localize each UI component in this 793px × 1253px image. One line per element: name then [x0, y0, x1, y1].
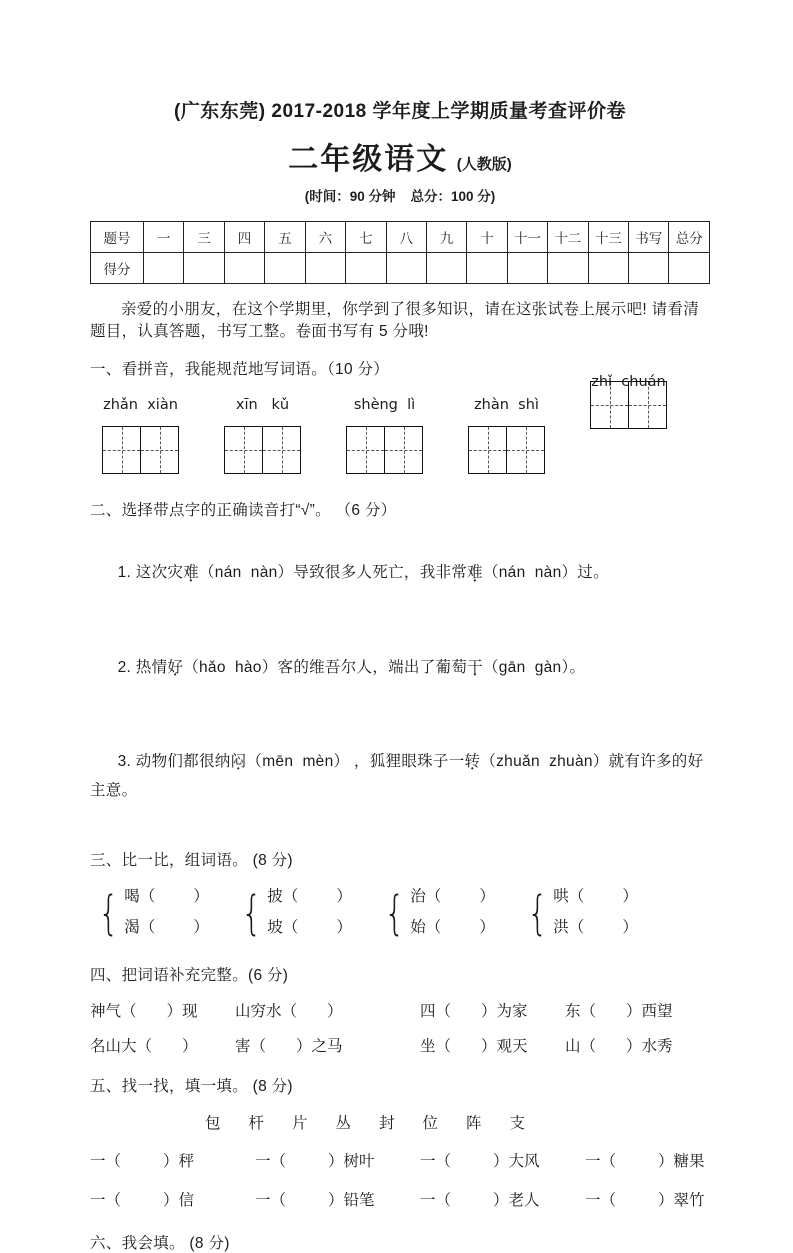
post-text: 为家: [496, 1002, 528, 1020]
measure-word-item: [90, 1188, 255, 1210]
pre-text: 山穷水: [235, 1002, 282, 1020]
pre-text: 名山大: [90, 1037, 137, 1055]
pre-text: 一: [420, 1152, 436, 1170]
pinyin-word-group: [102, 397, 179, 481]
post-text: 信: [178, 1191, 195, 1209]
writing-box: [468, 426, 545, 474]
close-paren: ）: [493, 1152, 509, 1170]
writing-cell: [140, 427, 178, 473]
close-paren: ）: [626, 1037, 642, 1055]
question-number-cell: 十: [467, 222, 507, 253]
close-paren: ）: [328, 1191, 344, 1209]
measure-word-item: [255, 1188, 420, 1210]
page-title: (广东东莞) 2017-2018 学年度上学期质量考查评价卷: [173, 101, 627, 122]
character: 始: [410, 918, 426, 936]
score-cell: [346, 253, 386, 284]
pair-line: [124, 913, 209, 943]
open-paren: （: [435, 1191, 452, 1209]
open-paren: （: [568, 888, 585, 906]
section5-heading: 五、找一找，填一填。 (8 分): [90, 1077, 293, 1095]
pre-text: 害: [235, 1037, 251, 1055]
score-table-score-row: [91, 253, 710, 284]
score-cell: [305, 253, 345, 284]
close-paren: ）: [626, 1002, 642, 1020]
pre-text: 神气: [90, 1002, 122, 1020]
open-paren: （: [282, 918, 299, 936]
character: 披: [267, 888, 283, 906]
post-text: 秤: [178, 1152, 195, 1170]
open-paren: （: [136, 1037, 153, 1055]
score-table-header-row: [91, 222, 710, 253]
pre-text: 一: [255, 1152, 271, 1170]
pre-text: 东: [565, 1002, 581, 1020]
open-paren: （: [139, 888, 156, 906]
character: 坡: [267, 918, 283, 936]
pre-text: 一: [420, 1191, 436, 1209]
question-number-cell: 十一: [507, 222, 547, 253]
close-paren: ）: [493, 1191, 509, 1209]
measure-word-item: [420, 1149, 585, 1171]
pre-text: 一: [255, 1191, 271, 1209]
dotted-character: 闷: [230, 753, 247, 770]
writing-cell: [506, 427, 544, 473]
measure-word-item: [420, 1188, 585, 1210]
close-paren: ）: [658, 1191, 674, 1209]
post-text: 观天: [496, 1037, 528, 1055]
writing-cell: [225, 427, 262, 473]
pair-line: [267, 882, 352, 912]
question-number-cell: 书写: [629, 222, 669, 253]
character: 喝: [124, 888, 140, 906]
subject-title: 二年级语文: [288, 143, 449, 176]
section3-heading: 三、比一比，组词语。 (8 分): [90, 852, 293, 870]
score-cell: [144, 253, 184, 284]
question-number-cell: 十三: [588, 222, 628, 253]
item-text: 3. 动物们都很纳: [117, 753, 231, 770]
open-paren: （: [600, 1191, 617, 1209]
brace-glyph: {: [384, 885, 405, 940]
brace-glyph: {: [527, 885, 548, 940]
writing-cell: [262, 427, 300, 473]
brace-glyph: {: [241, 885, 262, 940]
idiom-fill-item: [420, 1034, 565, 1056]
character: 渴: [124, 918, 140, 936]
question-number-label: 题号: [91, 222, 144, 253]
dotted-character: 干: [467, 658, 483, 676]
open-paren: （: [568, 918, 585, 936]
writing-box: [102, 426, 179, 474]
question-number-cell: 六: [305, 222, 345, 253]
pronunciation-item: [90, 529, 710, 617]
pre-text: 一: [90, 1152, 106, 1170]
item-text: 1. 这次灾: [117, 564, 184, 582]
post-text: 西望: [641, 1002, 673, 1020]
word-bank-item: 阵: [466, 1114, 482, 1132]
open-paren: （: [580, 1002, 597, 1020]
open-paren: （: [435, 1002, 452, 1020]
word-bank-item: 位: [422, 1114, 439, 1132]
question-number-cell: 五: [265, 222, 305, 253]
word-pair-group: [523, 882, 666, 942]
word-bank-item: 片: [291, 1114, 308, 1132]
writing-cell: [469, 427, 506, 473]
open-paren: （: [600, 1152, 617, 1170]
pinyin-label: xīn kǔ: [235, 396, 290, 413]
pinyin-word-group: [224, 397, 301, 481]
pair-line: [410, 913, 495, 943]
section2-heading: 二、选择带点字的正确读音打“√”。 （6 分）: [90, 501, 397, 519]
word-bank: [90, 1111, 710, 1133]
question-number-cell: 一: [144, 222, 184, 253]
score-cell: [386, 253, 426, 284]
score-cell: [426, 253, 466, 284]
item-text: 2. 热情: [117, 658, 168, 676]
pair-column: [267, 882, 352, 942]
pre-text: 一: [585, 1152, 601, 1170]
open-paren: （: [121, 1002, 137, 1020]
character: 哄: [553, 888, 569, 906]
edition-label: (人教版): [456, 156, 512, 173]
word-pair-group: [380, 882, 523, 942]
post-text: 现: [182, 1002, 198, 1020]
pinyin-writing-row: [102, 373, 710, 481]
item-text: （nán nàn）过。: [482, 564, 609, 582]
item-text: （hǎo hào）客的维吾尔人，端出了葡萄: [183, 658, 468, 676]
open-paren: （: [435, 1037, 452, 1055]
score-table: [90, 221, 710, 284]
score-cell: [467, 253, 507, 284]
pinyin-word-group: [468, 397, 545, 481]
dotted-character: 难: [467, 564, 483, 582]
dotted-character: 好: [167, 658, 184, 676]
pair-line: [553, 913, 638, 943]
pair-line: [553, 882, 638, 912]
close-paren: ）: [327, 1002, 343, 1020]
close-paren: ）: [182, 1037, 198, 1055]
word-pair-row: [90, 882, 710, 942]
post-text: 之马: [311, 1037, 343, 1055]
close-paren: ）: [193, 918, 209, 936]
writing-cell: [347, 427, 384, 473]
open-paren: （: [281, 1002, 298, 1020]
question-number-cell: 七: [346, 222, 386, 253]
writing-cell: [103, 427, 140, 473]
close-paren: ）: [481, 1037, 497, 1055]
score-cell: [669, 253, 710, 284]
measure-word-item: [585, 1149, 710, 1171]
score-cell: [588, 253, 628, 284]
dotted-character: 转: [464, 753, 481, 770]
close-paren: ）: [622, 888, 638, 906]
measure-word-item: [255, 1149, 420, 1171]
score-cell: [507, 253, 547, 284]
close-paren: ）: [336, 888, 352, 906]
pre-text: 山: [565, 1037, 581, 1055]
pre-text: 四: [420, 1002, 436, 1020]
idiom-fill-item: [235, 999, 420, 1021]
question-number-cell: 十二: [548, 222, 588, 253]
close-paren: ）: [163, 1152, 179, 1170]
open-paren: （: [435, 1152, 452, 1170]
writing-box: [224, 426, 301, 474]
pronunciation-item: [90, 623, 710, 711]
intro-text: 亲爱的小朋友，在这个学期里，你学到了很多知识，请在这张试卷上展示吧! 请看清题目，认真答题，书写工整。卷面书写有 5 分哦!: [90, 301, 700, 341]
pre-text: 一: [90, 1191, 106, 1209]
item-text: （mēn mèn） ，狐狸眼珠子一: [246, 753, 465, 770]
word-bank-item: 包: [204, 1114, 221, 1132]
section1-heading: 一、看拼音，我能规范地写词语。（10 分）: [90, 360, 390, 378]
writing-cell: [384, 427, 422, 473]
brace-glyph: {: [98, 885, 119, 940]
close-paren: ）: [296, 1037, 312, 1055]
section6-heading: 六、我会填。 (8 分): [90, 1234, 230, 1252]
idiom-fill-item: [565, 1034, 710, 1056]
word-bank-item: 封: [379, 1114, 395, 1132]
exam-meta: (时间：90 分钟 总分：100 分): [304, 189, 496, 204]
close-paren: ）: [479, 888, 495, 906]
question-number-cell: 八: [386, 222, 426, 253]
post-text: 老人: [508, 1191, 540, 1209]
open-paren: （: [282, 888, 299, 906]
question-number-cell: 三: [184, 222, 224, 253]
item-text: （gān gàn）。: [482, 658, 586, 676]
writing-box: [346, 426, 423, 474]
close-paren: ）: [166, 1002, 183, 1020]
character: 洪: [553, 918, 569, 936]
score-cell: [224, 253, 264, 284]
word-bank-item: 杆: [248, 1114, 264, 1132]
pronunciation-item: [90, 718, 710, 836]
subject-line: [90, 134, 710, 178]
pinyin-label: shèng lì: [353, 396, 416, 413]
post-text: 大风: [508, 1152, 540, 1170]
open-paren: （: [580, 1037, 597, 1055]
character: 治: [410, 888, 426, 906]
measure-word-item: [90, 1149, 255, 1171]
close-paren: ）: [193, 888, 209, 906]
close-paren: ）: [163, 1191, 179, 1209]
word-bank-item: 支: [509, 1114, 526, 1132]
post-text: 翠竹: [673, 1191, 705, 1209]
post-text: 铅笔: [343, 1191, 375, 1209]
open-paren: （: [105, 1152, 122, 1170]
close-paren: ）: [328, 1152, 344, 1170]
close-paren: ）: [481, 1002, 497, 1020]
idiom-fill-item: [90, 999, 235, 1021]
idiom-fill-item: [90, 1034, 235, 1056]
post-text: 糖果: [673, 1152, 705, 1170]
open-paren: （: [270, 1191, 287, 1209]
item-text: （nán nàn）导致很多人死亡，我非常: [199, 564, 468, 582]
pair-column: [410, 882, 495, 942]
pre-text: 一: [585, 1191, 601, 1209]
post-text: 水秀: [641, 1037, 673, 1055]
idiom-fill-grid: [90, 999, 710, 1056]
measure-word-grid: [90, 1149, 710, 1210]
pre-text: 坐: [420, 1037, 436, 1055]
word-pair-group: [237, 882, 380, 942]
close-paren: ）: [336, 918, 352, 936]
pinyin-word-group: [590, 374, 667, 458]
open-paren: （: [105, 1191, 122, 1209]
question-number-cell: 总分: [669, 222, 710, 253]
word-bank-item: 丛: [335, 1114, 351, 1132]
idiom-fill-item: [420, 999, 565, 1021]
pinyin-word-group: [346, 397, 423, 481]
question-number-cell: 四: [224, 222, 264, 253]
pinyin-label: zhǐ chuán: [591, 373, 666, 390]
pinyin-label: zhǎn xiàn: [103, 396, 178, 413]
close-paren: ）: [479, 918, 495, 936]
close-paren: ）: [658, 1152, 674, 1170]
pair-line: [410, 882, 495, 912]
section2-items: [90, 529, 710, 835]
pinyin-label: zhàn shì: [474, 396, 539, 413]
score-label: 得分: [91, 253, 144, 284]
open-paren: （: [425, 888, 442, 906]
open-paren: （: [425, 918, 442, 936]
post-text: 树叶: [343, 1152, 375, 1170]
open-paren: （: [139, 918, 156, 936]
open-paren: （: [270, 1152, 287, 1170]
idiom-fill-item: [565, 999, 710, 1021]
pair-column: [124, 882, 209, 942]
item-text: （zhuǎn zhuàn）就有许多的好主意。: [90, 753, 704, 800]
score-cell: [265, 253, 305, 284]
close-paren: ）: [622, 918, 638, 936]
score-cell: [184, 253, 224, 284]
section4-heading: 四、把词语补充完整。(6 分): [90, 966, 289, 984]
pair-column: [553, 882, 638, 942]
word-pair-group: [94, 882, 237, 942]
question-number-cell: 九: [426, 222, 466, 253]
measure-word-item: [585, 1188, 710, 1210]
open-paren: （: [250, 1037, 267, 1055]
dotted-character: 难: [183, 564, 199, 582]
pair-line: [267, 913, 352, 943]
score-cell: [629, 253, 669, 284]
pair-line: [124, 882, 209, 912]
score-cell: [548, 253, 588, 284]
idiom-fill-item: [235, 1034, 420, 1056]
